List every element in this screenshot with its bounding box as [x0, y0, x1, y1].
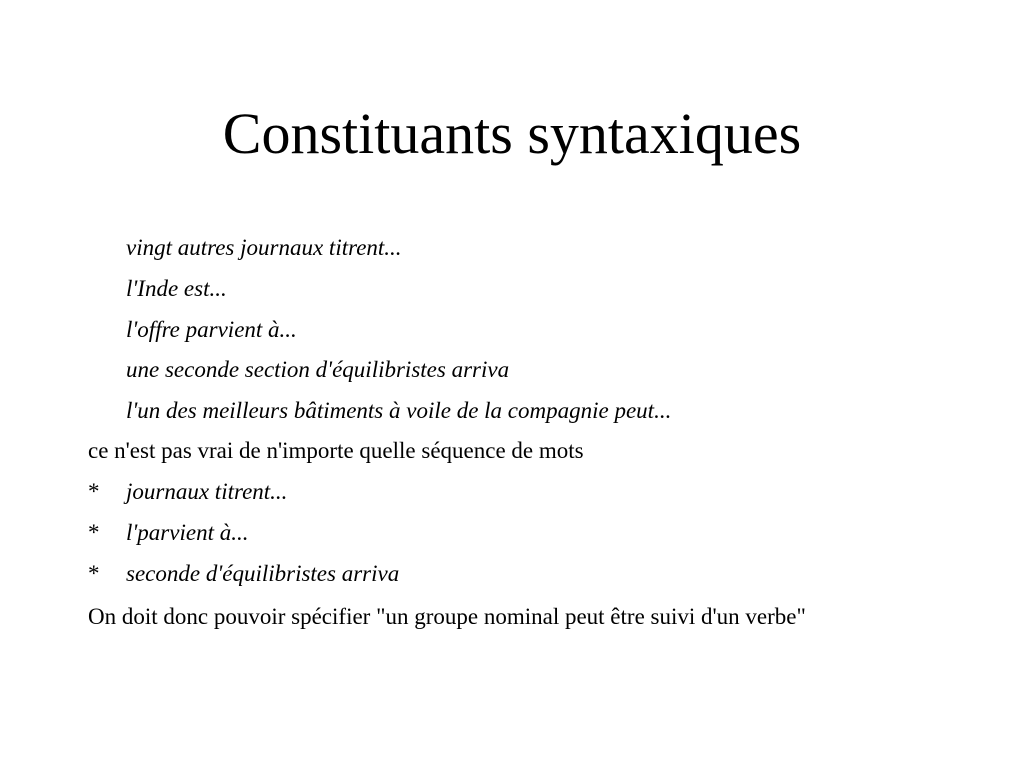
statement-line: ce n'est pas vrai de n'importe quelle séquence de mots — [88, 438, 584, 463]
example-line: l'un des meilleurs bâtiments à voile de la compagnie peut... — [126, 398, 672, 423]
example-line: vingt autres journaux titrent... — [126, 235, 402, 260]
example-line: l'offre parvient à... — [126, 317, 297, 342]
bullet-asterisk: * — [88, 479, 100, 504]
example-line: une seconde section d'équilibristes arriva — [126, 357, 510, 382]
bad-example-line: l'parvient à... — [126, 520, 249, 545]
bullet-asterisk: * — [88, 520, 100, 545]
bullet-asterisk: * — [88, 561, 100, 586]
conclusion-paragraph: On doit donc pouvoir spécifier "un groupe nominal peut être suivi d'un verbe" — [88, 604, 806, 629]
bad-example-line: seconde d'équilibristes arriva — [126, 561, 400, 586]
bad-example-line: journaux titrent... — [126, 479, 288, 504]
slide-title: Constituants syntaxiques — [222, 101, 802, 166]
example-line: l'Inde est... — [126, 276, 227, 301]
